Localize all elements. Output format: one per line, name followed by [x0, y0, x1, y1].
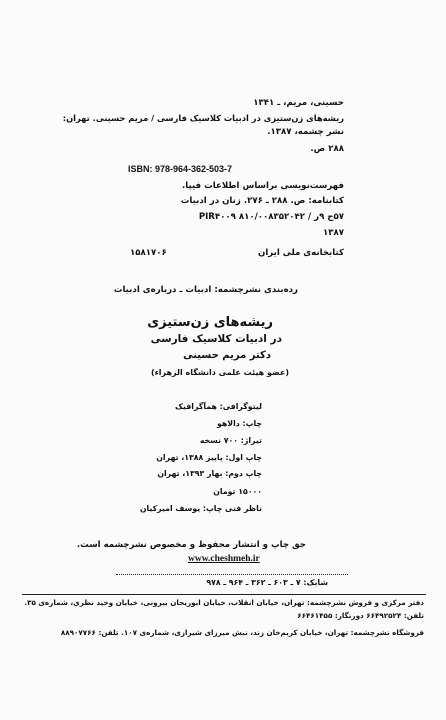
colophon-print-run: تیراژ: ۷۰۰ نسخه [199, 436, 262, 445]
author-affiliation: (عضو هیئت علمی دانشگاه الزهراء) [151, 368, 289, 377]
library-number: ۱۵۸۱۷۰۶ [130, 248, 167, 258]
book-title: ریشه‌های زن‌ستیزی [147, 315, 273, 330]
cip-classification: ۵۷ح ۹ر / PIR۴۰۰۹ ۸۱۰/۰۰۸۳۵۲۰۴۲ [198, 212, 344, 222]
series-category: رده‌بندی نشرچشمه: ادبیات ـ درباره‌ی ادبیات [113, 285, 298, 295]
colophon-first-edition: چاپ اول: پاییز ۱۳۸۸، تهران [156, 453, 262, 462]
cip-fipa: فهرست‌نویسی براساس اطلاعات فیپا. [182, 181, 344, 191]
cip-title-line-2: نشر چشمه، ۱۳۸۷. [267, 127, 344, 137]
central-office-address: دفتر مرکزی و فروش نشرچشمه: تهران، خیابان انقلاب، خیابان ابوریحان بیرونی، خیابان وحید نظری، شماره‌ی ۳۵. [24, 598, 424, 607]
separator-dotted [116, 574, 348, 575]
colophon-printing: چاپ: دالاهو [217, 419, 262, 428]
central-office-phone: تلفن: ۶۶۴۹۲۵۲۴ دورنگار: ۶۶۴۶۱۴۵۵ [297, 611, 424, 620]
cip-title-line-1: ریشه‌های زن‌ستیزی در ادبیات کلاسیک فارسی / مریم حسینی. تهران: [62, 113, 344, 123]
colophon-technical-supervisor: ناظر فنی چاپ: یوسف امیرکیان [139, 504, 262, 513]
colophon-price: ۱۵۰۰۰ تومان [213, 487, 262, 496]
separator-rule [22, 594, 426, 595]
colophon-lithography: لیتوگرافی: همآگرافیک [175, 402, 262, 411]
website-link[interactable]: www.cheshmeh.ir [188, 554, 260, 564]
rights-notice: حق چاپ و انتشار محفوظ و مخصوص نشرچشمه است. [76, 540, 306, 550]
book-author: دکتر مریم حسینی [183, 350, 271, 361]
national-library: کتابخانه‌ی ملی ایران [257, 248, 344, 258]
shabak: شابک: ۷ ـ ۶۰۳ ـ ۳۶۲ ـ ۹۶۴ ـ ۹۷۸ [206, 578, 328, 587]
cip-pages: ۲۸۸ ص. [310, 144, 344, 154]
book-subtitle: در ادبیات کلاسیک فارسی [150, 333, 282, 345]
isbn: ISBN: 978-964-362-503-7 [128, 164, 233, 174]
cip-year: ۱۳۸۷ [323, 228, 344, 238]
cip-author-line: حسینی، مریم، ـ ۱۳۴۱ [253, 98, 344, 108]
colophon-second-edition: چاپ دوم: بهار ۱۳۹۳، تهران [157, 469, 262, 478]
cip-bibliography: کتابنامه: ص. ۲۸۸ ـ ۲۷۶. زنان در ادبیات [180, 196, 344, 206]
store-address: فروشگاه نشرچشمه: تهران، خیابان کریم‌خان زند، نبش میرزای شیرازی، شماره‌ی ۱۰۷. تلفن: ۸۸۹۰۷۷۶۶ [60, 628, 424, 637]
